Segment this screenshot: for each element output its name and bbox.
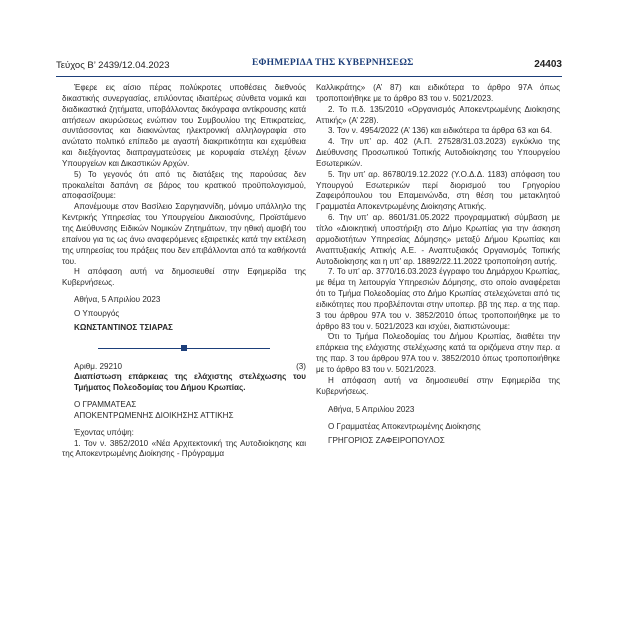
decision-title: Διαπίστωση επάρκειας της ελάχιστης στελέχωσης του Τμήματος Πολεοδομίας του Δήμου Κρωπίας. xyxy=(74,372,306,393)
decision-header xyxy=(62,362,306,373)
paragraph: Έφερε εις αίσιο πέρας πολύκροτες υποθέσεις διεθνούς δικαστικής συνεργασίας, επιλύοντας ιδιαιτέρως σύνθετα νομικά και διαδικαστικά ζητήματα, υποβάλλοντας δικόγραφα αντίκρουσης κατά αιτήσεων ακυρώσεως ενώπιον του Συμβουλίου της Επικρατείας, συντάσσοντας και διακινώντας ηλεκτρονική αλληλογραφία στο ανώτατο πολιτικό επίπεδο με αγαστή διακριτικότητα και εχεμύθεια και διεξάγοντας διαπραγματεύσεις με κορυφαία στελέχη ξένων Υπουργείων και Δικαστικών Αρχών. xyxy=(62,83,306,168)
paragraph: Η απόφαση αυτή να δημοσιευθεί στην Εφημερίδα της Κυβερνήσεως. xyxy=(62,267,306,288)
page-header xyxy=(56,58,562,74)
paragraph: Η απόφαση αυτή να δημοσιευθεί στην Εφημερίδα της Κυβερνήσεως. xyxy=(316,375,560,396)
list-item: 6. Την υπ’ αρ. 8601/31.05.2022 προγραμματική σύμβαση με τίτλο «Διοικητική υποστήριξη στο Δήμο Κρωπίας για την άσκηση αρμοδιοτήτων Υπηρεσίας Δόμησης» μεταξύ Δήμου Κρωπίας και Αναπτυξιακής Αττικής Α.Ε. - Αναπτυξιακός Οργανισμός Τοπικής Αυτοδιοίκησης και η υπ’ αρ. 18892/22.11.2022 τροποποίηση αυτής. xyxy=(316,213,560,266)
header-rule xyxy=(56,76,562,77)
paragraph: Καλλικράτης» (Α’ 87) και ειδικότερα το άρθρο 97Α όπως τροποποιήθηκε με το άρθρο 83 του ν. 5021/2023. xyxy=(316,83,560,103)
issue-label: Τεύχος Β’ 2439/12.04.2023 xyxy=(56,60,170,71)
signer-name: ΚΩΝΣΤΑΝΤΙΝΟΣ ΤΣΙΑΡΑΣ xyxy=(74,322,173,332)
list-item: 3. Τον ν. 4954/2022 (Α’ 136) και ειδικότερα τα άρθρα 63 και 64. xyxy=(328,126,553,136)
list-item: 2. Το π.δ. 135/2010 «Οργανισμός Αποκεντρωμένης Διοίκησης Αττικής» (Α’ 228). xyxy=(316,104,560,125)
authority-line: Ο ΓΡΑΜΜΑΤΕΑΣ xyxy=(74,400,137,410)
authority-line: ΑΠΟΚΕΝΤΡΩΜΕΝΗΣ ΔΙΟΙΚΗΣΗΣ ΑΤΤΙΚΗΣ xyxy=(74,410,234,420)
place-date: Αθήνα, 5 Απριλίου 2023 xyxy=(328,405,415,415)
left-column xyxy=(62,83,306,460)
list-item: 4. Την υπ’ αρ. 402 (Α.Π. 27528/31.03.2023) εγκύκλιο της Διεύθυνσης Προσωπικού Τοπικής Αυτοδιοίκησης του Υπουργείου Εσωτερικών. xyxy=(316,137,560,168)
page-number: 24403 xyxy=(534,59,562,70)
signer-title: Ο Υπουργός xyxy=(74,308,120,318)
signer-name: ΓΡΗΓΟΡΙΟΣ ΖΑΦΕΙΡΟΠΟΥΛΟΣ xyxy=(328,436,445,446)
list-item: 5. Την υπ’ αρ. 86780/19.12.2022 (Υ.Ο.Δ.Δ. 1183) απόφαση του Υπουργού Εσωτερικών περί διορισμού του Γρηγορίου Ζαφειρόπουλου του Επαμεινώνδα, στη θέση του μετακλητού Γραμματέα Αποκεντρωμένης Διοίκησης Αττικής. xyxy=(316,169,560,212)
considering-label: Έχοντας υπόψη: xyxy=(74,427,134,437)
place-date: Αθήνα, 5 Απριλίου 2023 xyxy=(74,295,161,305)
decision-index: (3) xyxy=(296,361,306,371)
paragraph: Απονέμουμε στον Βασίλειο Σαργηιαννίδη, μόνιμο υπάλληλο της Κεντρικής Υπηρεσίας του Υπουργείου Δικαιοσύνης, Προϊστάμενο της Διεύθυνσης Ειδικών Νομικών Ζητημάτων, την ηθική αμοιβή του επαίνου για τις ως άνω αναφερόμενες εξαιρετικές κατά την εκτέλεση της υπηρεσίας του πράξεις που δεν επιβάλλονται από τα καθήκοντά του. xyxy=(62,202,306,266)
paragraph: 5) Το γεγονός ότι από τις διατάξεις της παρούσας δεν προκαλείται δαπάνη σε βάρος του κρατικού προϋπολογισμού, αποφασίζουμε: xyxy=(62,169,306,201)
paragraph: Ότι το Τμήμα Πολεοδομίας του Δήμου Κρωπίας, διαθέτει την επάρκεια της ελάχιστης στελέχωσης κατά τα οριζόμενα στην περ. α της παρ. 3 του άρθρου 97Α του ν. 3852/2010 όπως τροποποιήθηκε με το άρθρο 83 του ν. 5021/2023. xyxy=(316,332,560,374)
list-item: 7. Το υπ’ αρ. 3770/16.03.2023 έγγραφο του Δημάρχου Κρωπίας, με θέμα τη λειτουργία Υπηρεσιών Δόμησης, στο οποίο αναφέρεται ότι το Τμήμα Πολεοδομίας στο Δήμο Κρωπίας στελεχώνεται από τις ειδικότητες που προβλέπονται στην υποπερ. ββ της περ. α της παρ. 3 του άρθρου 97Α του ν. 3852/2010 όπως τροποποιήθηκε με το άρθρο 83 του ν. 5021/2023 και ισχύει, διαπιστώνουμε: xyxy=(316,267,560,331)
section-separator xyxy=(62,340,306,358)
decision-number: Αριθμ. 29210 xyxy=(74,361,122,371)
list-item: 1. Τον ν. 3852/2010 «Νέα Αρχιτεκτονική της Αυτοδιοίκησης και της Αποκεντρωμένης Διοίκησης - Πρόγραμμα xyxy=(62,438,306,459)
signer-title: Ο Γραμματέας Αποκεντρωμένης Διοίκησης xyxy=(328,422,481,432)
right-column xyxy=(316,83,560,447)
gazette-title: ΕΦΗΜΕΡΙΔΑ ΤΗΣ ΚΥΒΕΡΝΗΣΕΩΣ xyxy=(252,58,414,68)
